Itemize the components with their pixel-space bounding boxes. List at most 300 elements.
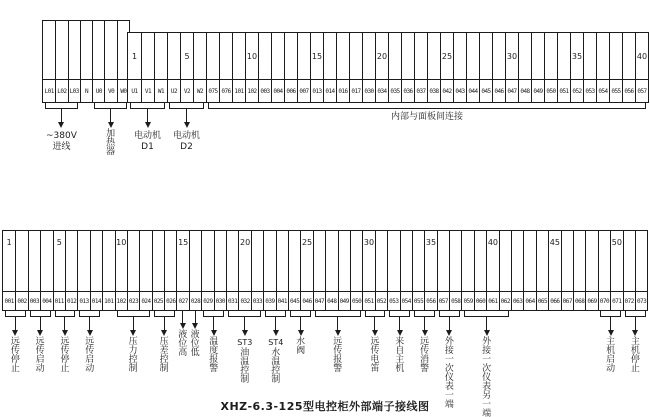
strip-position-mark bbox=[350, 231, 362, 291]
strip-position-mark bbox=[536, 231, 548, 291]
terminal-101: 101 bbox=[232, 80, 245, 102]
terminal-061: 061 bbox=[486, 292, 498, 310]
terminal-U2: U2 bbox=[167, 80, 180, 102]
down-arrow-icon bbox=[273, 330, 279, 336]
connector-line bbox=[300, 317, 301, 330]
terminal-017: 017 bbox=[349, 80, 362, 102]
strip-position-mark: 50 bbox=[610, 231, 622, 291]
terminal-group bbox=[226, 310, 263, 385]
terminal-003: 003 bbox=[258, 80, 271, 102]
terminal-group bbox=[152, 310, 177, 374]
terminal-group bbox=[623, 310, 648, 374]
top-terminal-strip-header-row bbox=[128, 33, 648, 80]
terminal-059: 059 bbox=[461, 292, 473, 310]
group-label: 水阀 bbox=[296, 337, 306, 356]
group-label: 水温控制 bbox=[271, 348, 281, 385]
strip-position-mark bbox=[92, 21, 104, 79]
terminal-013: 013 bbox=[310, 80, 323, 102]
terminal-042: 042 bbox=[440, 80, 453, 102]
strip-position-mark bbox=[90, 231, 102, 291]
down-arrow-icon bbox=[422, 330, 428, 336]
connector-line bbox=[110, 109, 111, 122]
group-bracket bbox=[5, 310, 26, 317]
terminal-N: N bbox=[80, 80, 92, 102]
strip-position-mark bbox=[167, 33, 180, 79]
strip-position-mark bbox=[336, 33, 349, 79]
strip-position-mark bbox=[375, 231, 387, 291]
strip-position-mark bbox=[80, 21, 92, 79]
diagram-title: XHZ-6.3-125型电控柜外部端子接线图 bbox=[220, 400, 430, 413]
terminal-065: 065 bbox=[536, 292, 548, 310]
terminal-004: 004 bbox=[40, 292, 52, 310]
terminal-032: 032 bbox=[238, 292, 250, 310]
group-bracket bbox=[208, 102, 646, 109]
connector-line bbox=[195, 310, 196, 323]
strip-position-mark bbox=[284, 33, 297, 79]
group-bracket bbox=[94, 102, 127, 109]
group-label: 油温控制 bbox=[240, 348, 250, 385]
down-arrow-icon bbox=[130, 330, 136, 336]
group-bracket bbox=[439, 310, 460, 317]
terminal-012: 012 bbox=[65, 292, 77, 310]
terminal-075: 075 bbox=[206, 80, 219, 102]
terminal-054: 054 bbox=[400, 292, 412, 310]
terminal-007: 007 bbox=[297, 80, 310, 102]
terminal-group bbox=[201, 310, 226, 374]
terminal-028: 028 bbox=[189, 292, 201, 310]
group-label: 远传报警 bbox=[333, 337, 343, 374]
terminal-044: 044 bbox=[466, 80, 479, 102]
strip-position-mark bbox=[288, 231, 300, 291]
group-bracket bbox=[228, 310, 261, 317]
terminal-027: 027 bbox=[176, 292, 188, 310]
down-arrow-icon bbox=[192, 323, 198, 329]
group-label: 外接一次仪表一端 bbox=[444, 337, 454, 410]
terminal-023: 023 bbox=[127, 292, 139, 310]
group-bracket bbox=[169, 102, 204, 109]
terminal-014: 014 bbox=[90, 292, 102, 310]
terminal-050: 050 bbox=[544, 80, 557, 102]
strip-position-mark bbox=[427, 33, 440, 79]
strip-position-mark bbox=[414, 33, 427, 79]
strip-position-mark bbox=[139, 231, 151, 291]
strip-position-mark: 1 bbox=[6, 238, 12, 247]
strip-position-mark bbox=[492, 33, 505, 79]
strip-position-mark bbox=[585, 231, 597, 291]
terminal-004: 004 bbox=[271, 80, 284, 102]
terminal-013: 013 bbox=[77, 292, 89, 310]
terminal-002: 002 bbox=[15, 292, 27, 310]
terminal-102: 102 bbox=[115, 292, 127, 310]
strip-position-mark: 15 bbox=[310, 33, 323, 79]
strip-position-mark bbox=[400, 231, 412, 291]
strip-position-mark bbox=[55, 21, 67, 79]
terminal-045: 045 bbox=[288, 292, 300, 310]
group-bracket bbox=[117, 310, 150, 317]
strip-position-mark bbox=[271, 33, 284, 79]
strip-position-mark: 15 bbox=[176, 231, 188, 291]
connector-line bbox=[449, 317, 450, 330]
connector-line bbox=[40, 317, 41, 330]
strip-position-mark bbox=[388, 33, 401, 79]
strip-position-mark bbox=[499, 231, 511, 291]
strip-position-mark: 25 bbox=[300, 231, 312, 291]
terminal-group bbox=[462, 310, 512, 417]
strip-position-mark bbox=[313, 231, 325, 291]
strip-position-mark bbox=[127, 231, 139, 291]
terminal-066: 066 bbox=[548, 292, 560, 310]
terminal-group bbox=[387, 310, 412, 374]
group-label: 远传启动 bbox=[35, 337, 45, 374]
down-arrow-icon bbox=[108, 122, 114, 128]
terminal-001: 001 bbox=[4, 297, 14, 305]
terminal-U0: U0 bbox=[92, 80, 104, 102]
strip-position-mark bbox=[226, 231, 238, 291]
strip-position-mark: 30 bbox=[362, 231, 374, 291]
terminal-011: 011 bbox=[53, 292, 65, 310]
strip-position-mark bbox=[40, 231, 52, 291]
terminal-070: 070 bbox=[598, 292, 610, 310]
connector-line bbox=[244, 317, 245, 330]
terminal-101: 101 bbox=[102, 292, 114, 310]
down-arrow-icon bbox=[180, 323, 186, 329]
top-left-terminal-block-header-row bbox=[43, 21, 129, 80]
terminal-W2: W2 bbox=[193, 80, 206, 102]
down-arrow-icon bbox=[145, 122, 151, 128]
connector-line bbox=[213, 317, 214, 330]
down-arrow-icon bbox=[242, 330, 248, 336]
strip-position-mark bbox=[232, 33, 245, 79]
connector-line bbox=[275, 317, 276, 330]
terminal-052: 052 bbox=[375, 292, 387, 310]
strip-position-mark bbox=[387, 231, 399, 291]
strip-position-mark bbox=[573, 231, 585, 291]
terminal-069: 069 bbox=[585, 292, 597, 310]
terminal-group bbox=[412, 310, 437, 374]
terminal-029: 029 bbox=[201, 292, 213, 310]
terminal-025: 025 bbox=[152, 292, 164, 310]
terminal-048: 048 bbox=[325, 292, 337, 310]
group-label: 主机启动 bbox=[606, 337, 616, 374]
terminal-W1: W1 bbox=[154, 80, 167, 102]
top-terminal-strip bbox=[127, 32, 649, 103]
connector-line bbox=[61, 109, 62, 122]
strip-position-mark bbox=[206, 33, 219, 79]
strip-position-mark bbox=[251, 231, 263, 291]
terminal-046: 046 bbox=[300, 292, 312, 310]
terminal-064: 064 bbox=[523, 292, 535, 310]
group-bracket bbox=[79, 310, 100, 317]
strip-position-mark: 10 bbox=[115, 231, 127, 291]
group-label bbox=[134, 131, 161, 153]
strip-position-mark bbox=[338, 231, 350, 291]
group-label-line: 进线 bbox=[52, 142, 71, 152]
terminal-group bbox=[128, 102, 167, 153]
strip-position-mark bbox=[201, 231, 213, 291]
terminal-049: 049 bbox=[338, 292, 350, 310]
terminal-016: 016 bbox=[336, 80, 349, 102]
strip-position-mark bbox=[583, 33, 596, 79]
terminal-067: 067 bbox=[561, 292, 573, 310]
group-label: 远传电笛 bbox=[370, 337, 380, 374]
connector-line bbox=[635, 317, 636, 330]
strip-position-mark: 5 bbox=[180, 33, 193, 79]
terminal-035: 035 bbox=[388, 80, 401, 102]
group-bracket bbox=[389, 310, 410, 317]
group-label-line: D2 bbox=[180, 142, 193, 152]
connector-line bbox=[64, 317, 65, 330]
strip-position-mark bbox=[449, 231, 461, 291]
strip-position-mark bbox=[164, 231, 176, 291]
terminal-058: 058 bbox=[449, 292, 461, 310]
strip-position-mark bbox=[518, 33, 531, 79]
top-left-terminal-block-terminal-row bbox=[43, 80, 129, 102]
terminal-053: 053 bbox=[387, 292, 399, 310]
group-bracket bbox=[203, 310, 224, 317]
group-bracket bbox=[625, 310, 646, 317]
strip-position-mark bbox=[466, 33, 479, 79]
group-label-line: 电动机 bbox=[172, 131, 200, 141]
group-bracket bbox=[130, 102, 165, 109]
terminal-V1: V1 bbox=[141, 80, 154, 102]
terminal-group bbox=[313, 310, 363, 374]
terminal-071: 071 bbox=[610, 292, 622, 310]
terminal-V0: V0 bbox=[104, 80, 116, 102]
terminal-006: 006 bbox=[284, 80, 297, 102]
connector-line bbox=[337, 317, 338, 330]
terminal-group bbox=[189, 310, 201, 358]
group-label bbox=[46, 131, 77, 153]
terminal-W0: W0 bbox=[117, 80, 129, 102]
group-label-line: ~380V bbox=[46, 131, 77, 141]
strip-position-mark bbox=[325, 231, 337, 291]
strip-position-mark bbox=[154, 33, 167, 79]
terminal-030: 030 bbox=[214, 292, 226, 310]
down-arrow-icon bbox=[372, 330, 378, 336]
group-label: 压力控制 bbox=[128, 337, 138, 374]
down-arrow-icon bbox=[12, 330, 18, 336]
strip-position-mark: 35 bbox=[570, 33, 583, 79]
down-arrow-icon bbox=[184, 122, 190, 128]
strip-position-mark bbox=[65, 231, 77, 291]
connector-line bbox=[486, 317, 487, 330]
terminal-053: 053 bbox=[583, 80, 596, 102]
group-bracket bbox=[600, 310, 621, 317]
group-bracket bbox=[55, 310, 76, 317]
strip-position-mark bbox=[297, 33, 310, 79]
strip-position-mark bbox=[598, 231, 610, 291]
terminal-038: 038 bbox=[427, 80, 440, 102]
group-bracket bbox=[45, 102, 78, 109]
terminal-054: 054 bbox=[596, 80, 609, 102]
terminal-024: 024 bbox=[139, 292, 151, 310]
strip-position-mark: 45 bbox=[548, 231, 560, 291]
terminal-055: 055 bbox=[412, 292, 424, 310]
group-label: 远传启动 bbox=[85, 337, 95, 374]
terminal-group bbox=[53, 310, 78, 374]
terminal-036: 036 bbox=[401, 80, 414, 102]
down-arrow-icon bbox=[397, 330, 403, 336]
strip-position-mark: 40 bbox=[486, 231, 498, 291]
strip-position-mark bbox=[511, 231, 523, 291]
down-arrow-icon bbox=[37, 330, 43, 336]
strip-position-mark bbox=[141, 33, 154, 79]
connector-line bbox=[182, 310, 183, 323]
down-arrow-icon bbox=[632, 330, 638, 336]
terminal-group bbox=[206, 102, 648, 123]
down-arrow-icon bbox=[87, 330, 93, 336]
terminal-068: 068 bbox=[573, 292, 585, 310]
terminal-group bbox=[43, 102, 80, 153]
group-bracket bbox=[290, 310, 311, 317]
strip-position-mark bbox=[362, 33, 375, 79]
strip-position-mark: 1 bbox=[131, 51, 138, 61]
connector-line bbox=[89, 317, 90, 330]
terminal-group bbox=[92, 102, 129, 157]
terminal-group bbox=[437, 310, 462, 410]
terminal-group bbox=[598, 310, 623, 374]
group-bracket bbox=[315, 310, 361, 317]
terminal-L03: L03 bbox=[68, 80, 80, 102]
terminal-047: 047 bbox=[505, 80, 518, 102]
bottom-terminal-strip bbox=[2, 230, 648, 311]
group-label-head: ST4 bbox=[268, 338, 284, 347]
terminal-041: 041 bbox=[276, 292, 288, 310]
strip-position-mark bbox=[349, 33, 362, 79]
strip-position-mark: 5 bbox=[53, 231, 65, 291]
down-arrow-icon bbox=[161, 330, 167, 336]
strip-position-mark bbox=[609, 33, 622, 79]
terminal-050: 050 bbox=[350, 292, 362, 310]
strip-position-mark bbox=[437, 231, 449, 291]
down-arrow-icon bbox=[608, 330, 614, 336]
terminal-026: 026 bbox=[164, 292, 176, 310]
terminal-073: 073 bbox=[635, 292, 647, 310]
strip-position-mark bbox=[412, 231, 424, 291]
bottom-terminal-strip-terminal-row bbox=[3, 292, 647, 310]
strip-position-mark bbox=[531, 33, 544, 79]
strip-position-mark bbox=[474, 231, 486, 291]
group-label: 远传停止 bbox=[60, 337, 70, 374]
terminal-030: 030 bbox=[362, 80, 375, 102]
group-label-line: 电动机 bbox=[133, 131, 161, 141]
group-label: 压差控制 bbox=[159, 337, 169, 374]
strip-position-mark: 30 bbox=[505, 33, 518, 79]
strip-position-mark: 25 bbox=[440, 33, 453, 79]
terminal-045: 045 bbox=[479, 80, 492, 102]
terminal-047: 047 bbox=[313, 292, 325, 310]
terminal-group bbox=[363, 310, 388, 374]
strip-position-mark bbox=[219, 33, 232, 79]
bottom-terminal-strip-header-row bbox=[3, 231, 647, 292]
strip-position-mark bbox=[635, 231, 647, 291]
terminal-group bbox=[77, 310, 102, 374]
terminal-014: 014 bbox=[323, 80, 336, 102]
group-label-head: ST3 bbox=[237, 338, 253, 347]
group-label: 液位低 bbox=[190, 330, 200, 358]
group-label: 主机停止 bbox=[630, 337, 640, 374]
strip-position-mark: 35 bbox=[424, 231, 436, 291]
down-arrow-icon bbox=[298, 330, 304, 336]
terminal-037: 037 bbox=[414, 80, 427, 102]
terminal-group bbox=[28, 310, 53, 374]
terminal-051: 051 bbox=[557, 80, 570, 102]
terminal-046: 046 bbox=[492, 80, 505, 102]
strip-position-mark bbox=[453, 33, 466, 79]
terminal-group bbox=[115, 310, 152, 374]
connector-line bbox=[133, 317, 134, 330]
strip-position-mark bbox=[214, 231, 226, 291]
terminal-V2: V2 bbox=[180, 80, 193, 102]
strip-position-mark: 20 bbox=[238, 231, 250, 291]
strip-position-mark bbox=[68, 21, 80, 79]
strip-position-mark bbox=[461, 231, 473, 291]
down-arrow-icon bbox=[484, 330, 490, 336]
connector-line bbox=[610, 317, 611, 330]
terminal-L02: L02 bbox=[55, 80, 67, 102]
terminal-062: 062 bbox=[499, 292, 511, 310]
connector-line bbox=[186, 109, 187, 122]
strip-position-mark bbox=[258, 33, 271, 79]
group-label: 外接一次仪表另一端 bbox=[482, 337, 492, 417]
terminal-057: 057 bbox=[635, 80, 648, 102]
down-arrow-icon bbox=[335, 330, 341, 336]
strip-position-mark: 40 bbox=[635, 33, 648, 79]
terminal-102: 102 bbox=[245, 80, 258, 102]
top-terminal-strip-terminal-row bbox=[128, 80, 648, 102]
terminal-034: 034 bbox=[375, 80, 388, 102]
strip-position-mark bbox=[523, 231, 535, 291]
group-label: 远传消警 bbox=[420, 337, 430, 374]
terminal-003: 003 bbox=[28, 292, 40, 310]
strip-position-mark bbox=[401, 33, 414, 79]
connector-line bbox=[15, 317, 16, 330]
strip-position-mark bbox=[622, 33, 635, 79]
group-label: 温度报警 bbox=[209, 337, 219, 374]
strip-position-mark bbox=[77, 231, 89, 291]
terminal-group bbox=[177, 310, 189, 358]
strip-position-mark bbox=[544, 33, 557, 79]
group-label: 远传停止 bbox=[10, 337, 20, 374]
terminal-049: 049 bbox=[531, 80, 544, 102]
terminal-group bbox=[3, 310, 28, 374]
strip-position-mark bbox=[102, 231, 114, 291]
terminal-group bbox=[263, 310, 288, 385]
terminal-039: 039 bbox=[263, 292, 275, 310]
down-arrow-icon bbox=[58, 122, 64, 128]
group-bracket bbox=[414, 310, 435, 317]
strip-position-mark: 20 bbox=[375, 33, 388, 79]
terminal-056: 056 bbox=[622, 80, 635, 102]
connector-line bbox=[424, 317, 425, 330]
strip-position-mark bbox=[104, 21, 116, 79]
connector-line bbox=[147, 109, 148, 122]
strip-position-mark bbox=[623, 231, 635, 291]
terminal-048: 048 bbox=[518, 80, 531, 102]
terminal-043: 043 bbox=[453, 80, 466, 102]
group-label: 液位高 bbox=[178, 330, 188, 358]
strip-position-mark bbox=[561, 231, 573, 291]
strip-position-mark: 10 bbox=[245, 33, 258, 79]
terminal-056: 056 bbox=[424, 292, 436, 310]
terminal-076: 076 bbox=[219, 80, 232, 102]
connector-line bbox=[374, 317, 375, 330]
group-bracket bbox=[464, 310, 510, 317]
terminal-L01: L01 bbox=[44, 87, 54, 95]
group-label bbox=[173, 131, 200, 153]
strip-position-mark bbox=[596, 33, 609, 79]
strip-position-mark bbox=[263, 231, 275, 291]
